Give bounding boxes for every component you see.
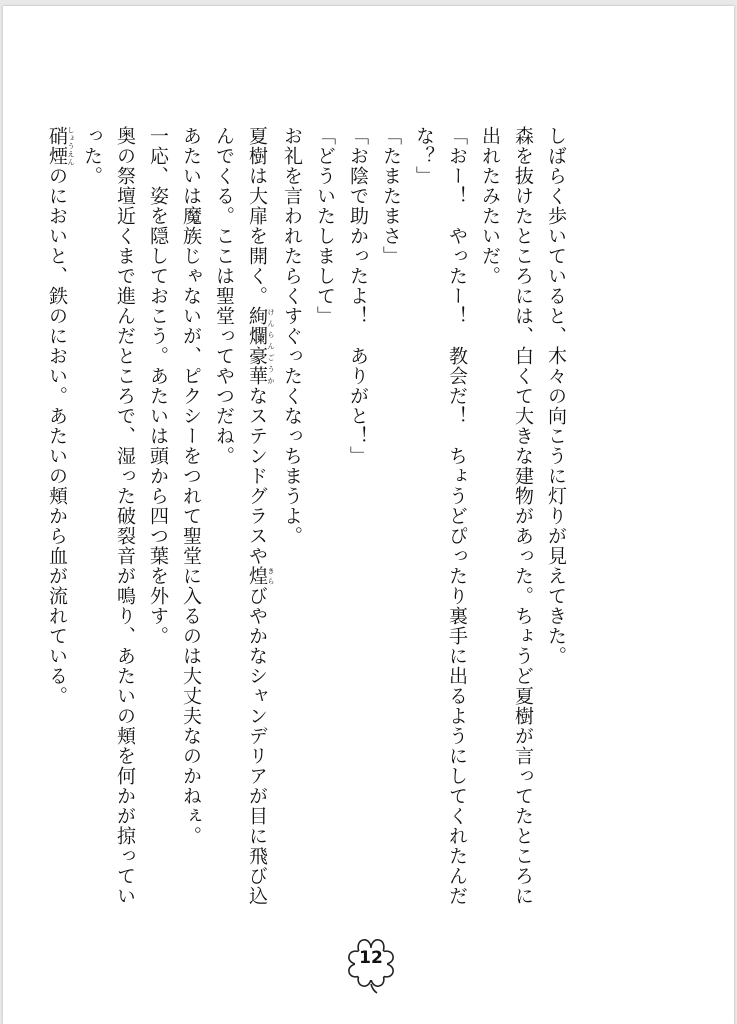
paragraph-1: しばらく歩いていると、木々の向こうに灯りが見えてきた。 [545,126,567,666]
paragraph-6: 「どういたしまして」 [314,126,336,326]
paragraph-10: 一応、姿を隠しておこう。あたいは頭から四つ葉を外す。 [147,126,169,646]
paragraph-2: 森を抜けたところには、白くて大きな建物があった。ちょうど夏樹が言ってたところに出れたみたいだ。 [479,126,534,906]
ruby-kenran-gouka: 絢爛豪華 けんらんごうか [246,306,275,386]
paragraph-11: 奥の祭壇近くまで進んだところで、湿った破裂音が鳴り、あたいの頬を何かが掠っていった。 [81,126,136,906]
paragraph-3: 「おー！ やったー！ 教会だ！ ちょうどぴったり裏手に出るようにしてくれたんだな？」 [413,126,468,906]
book-page [3,6,734,1024]
paragraph-4: 「たまたまさ」 [380,126,402,266]
page-number: 12 [359,948,383,968]
paragraph-12: 硝煙 しょうえんのにおいと、鉄のにおい。あたいの頬から血が流れている。 [46,126,75,706]
ruby-shouen: 硝煙 しょうえん [46,126,75,166]
paragraph-9: あたいは魔族じゃないが、ピクシーをつれて聖堂に入るのは大丈夫なのかねぇ。 [180,126,202,846]
ruby-kira: 煌 きら [246,566,275,586]
paragraph-7: お礼を言われたらくすぐったくなっちまうよ。 [281,126,303,546]
body-text [40,126,572,906]
paragraph-5: 「お陰で助かったよ！ ありがと！」 [347,126,369,466]
page-number-badge [344,934,398,994]
paragraph-8: 夏樹は大扉を開く。絢爛豪華 けんらんごうかなステンドグラスや煌 きらびやかなシャンデリアが目に飛び込んでくる。ここは聖堂ってやつだね。 [213,126,275,906]
